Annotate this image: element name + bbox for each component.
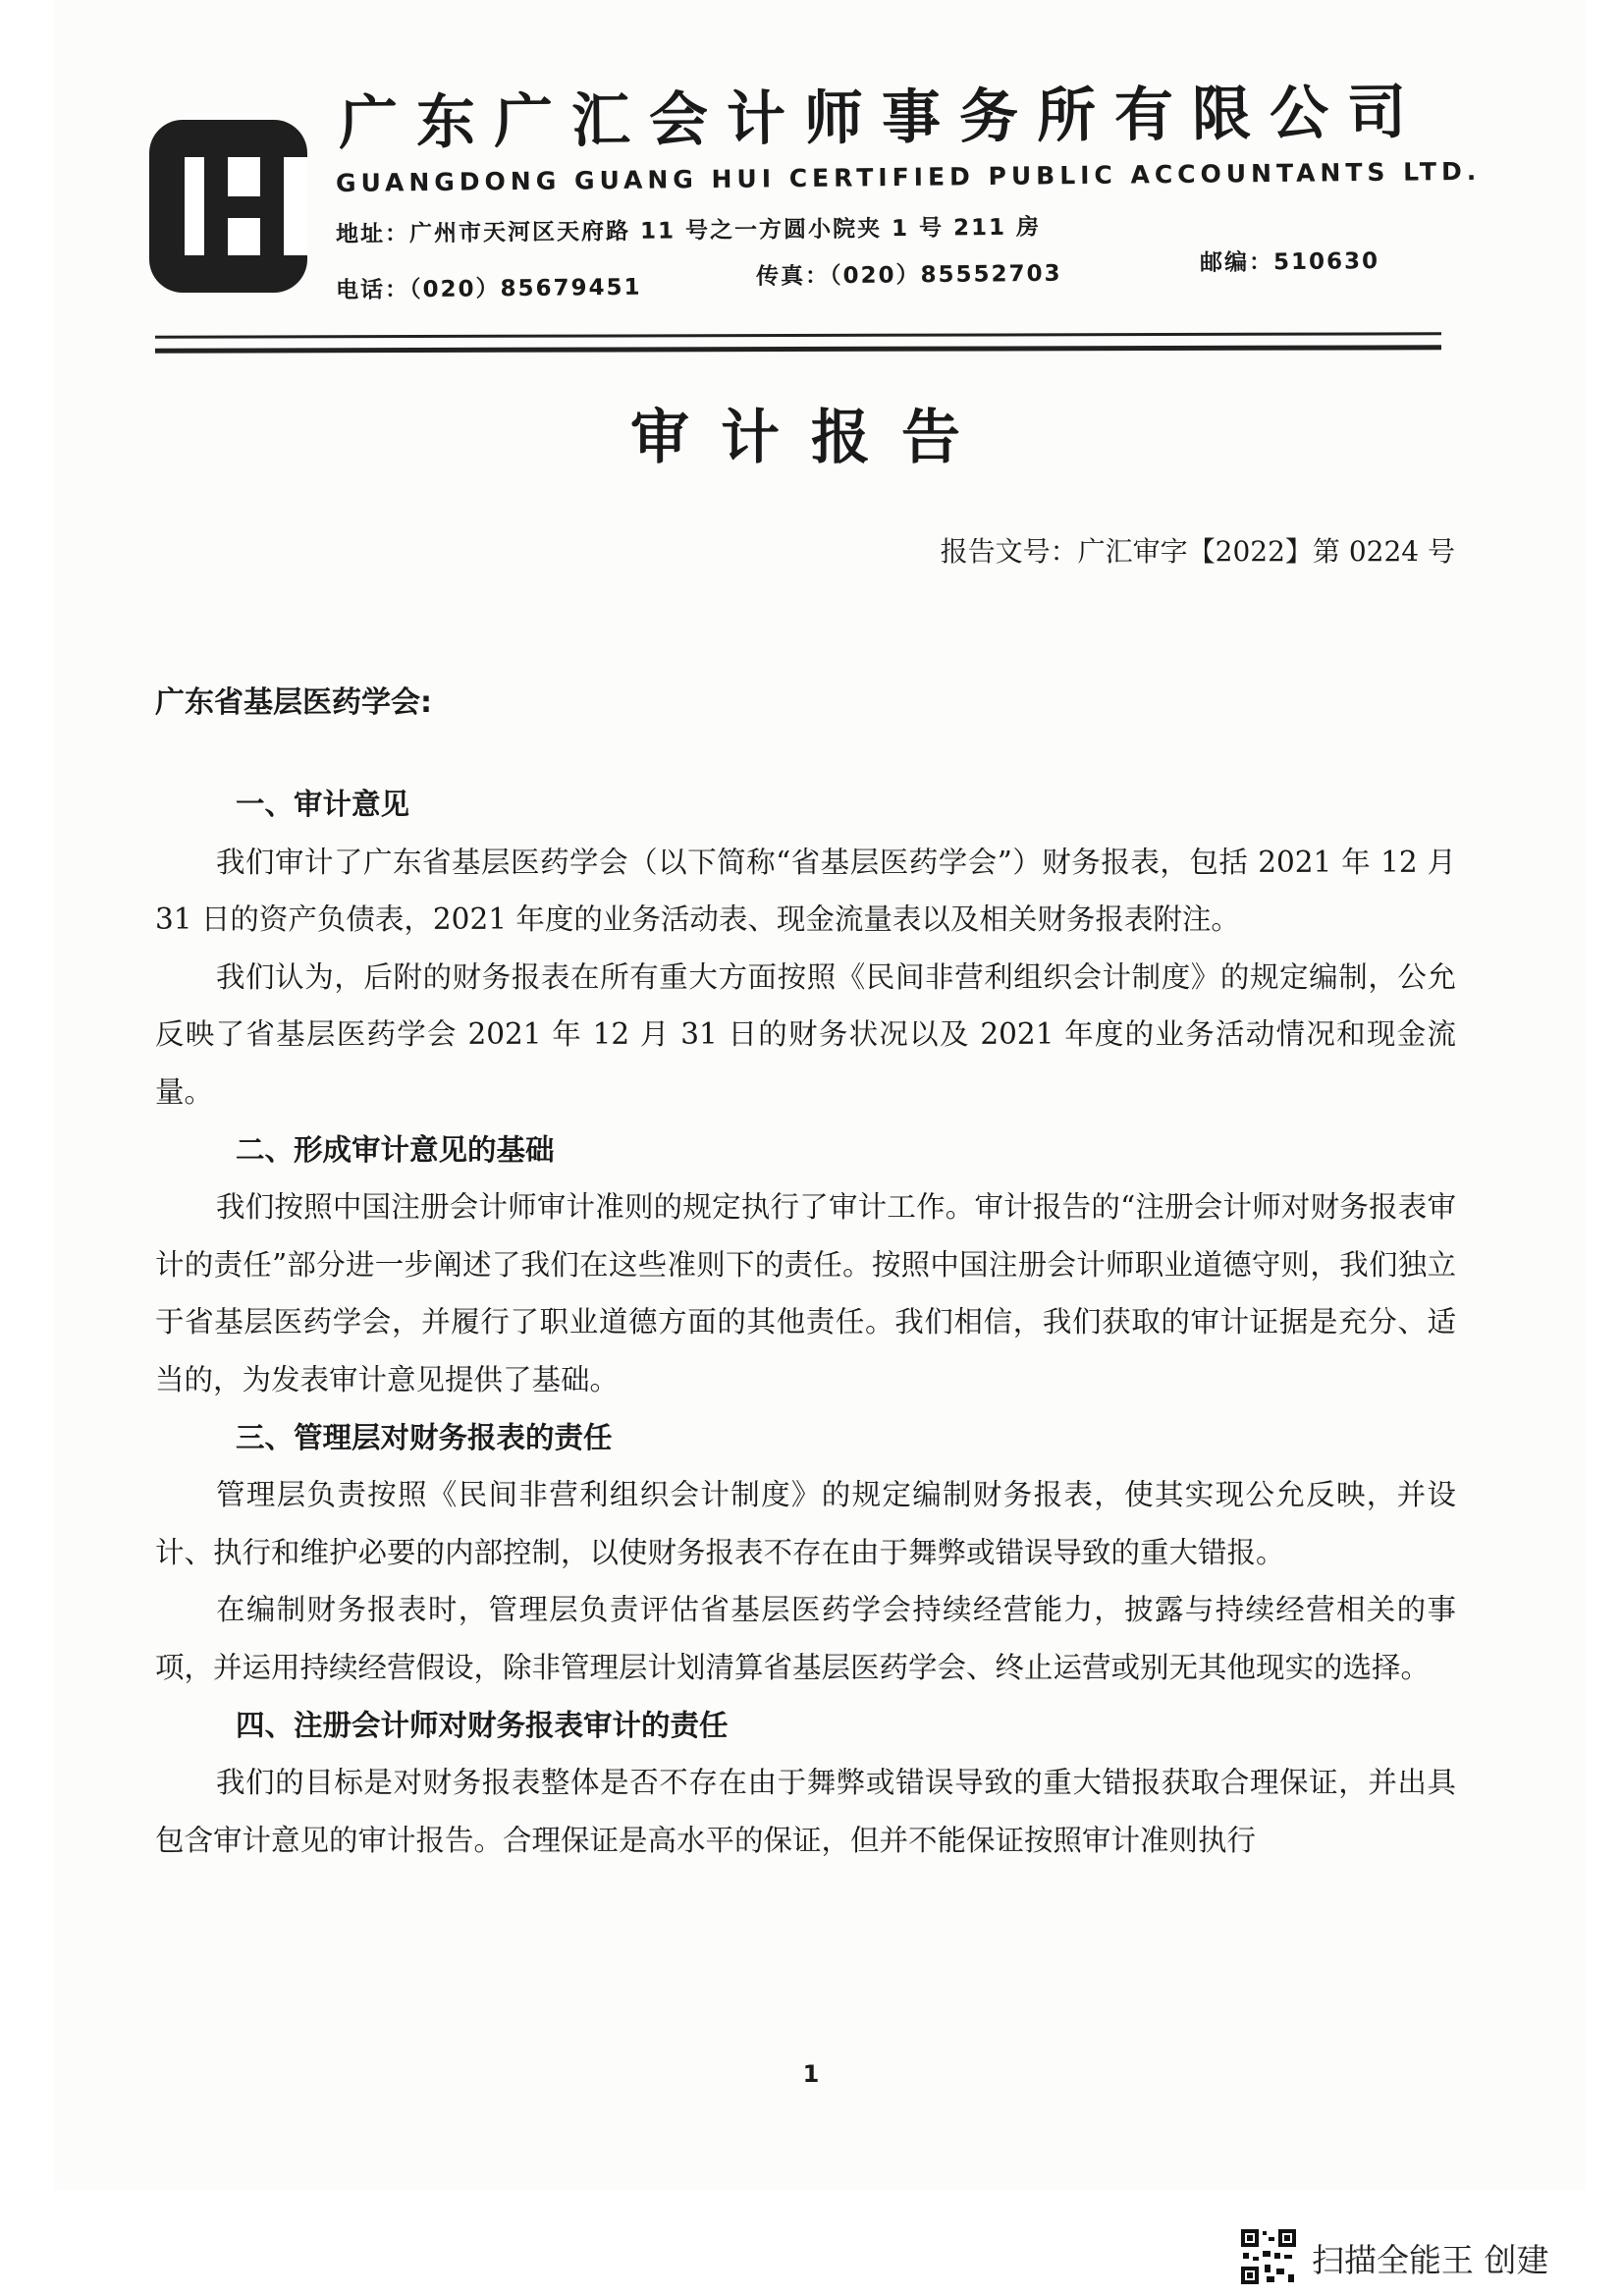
report-body xyxy=(155,776,1456,1869)
report-number: 报告文号：广汇审字【2022】第 0224 号 xyxy=(940,535,1455,568)
section-basis-for-opinion xyxy=(155,1121,1456,1409)
paragraph: 在编制财务报表时，管理层负责评估省基层医药学会持续经营能力，披露与持续经营相关的事项，并运用持续经营假设，除非管理层计划清算省基层医药学会、终止运营或别无其他现实的选择。 xyxy=(155,1593,1456,1684)
company-name-chinese: 广东广汇会计师事务所有限公司 xyxy=(338,78,1426,158)
page-number: 1 xyxy=(802,2060,820,2088)
paragraph: 我们按照中国注册会计师审计准则的规定执行了审计工作。审计报告的“注册会计师对财务报表审计的责任”部分进一步阐述了我们在这些准则下的责任。按照中国注册会计师职业道德守则，我们独立于省基层医药学会，并履行了职业道德方面的其他责任。我们相信，我们获取的审计证据是充分、适当的，为发表审计意见提供了基础。 xyxy=(155,1190,1456,1396)
company-logo xyxy=(147,118,309,295)
company-postcode: 邮编：510630 xyxy=(1199,248,1380,276)
company-name-english: GUANGDONG GUANG HUI CERTIFIED PUBLIC ACCOUNTANTS LTD. xyxy=(335,156,1482,197)
document-title: 审计报告 xyxy=(630,404,992,472)
scanner-watermark: 扫描全能王 创建 xyxy=(1312,2241,1549,2279)
section-heading: 二、形成审计意见的基础 xyxy=(236,1132,555,1167)
section-audit-opinion xyxy=(155,776,1456,1121)
section-management-responsibility xyxy=(155,1409,1456,1697)
qr-code-icon xyxy=(1239,2227,1298,2286)
section-heading: 四、注册会计师对财务报表审计的责任 xyxy=(236,1708,729,1742)
company-address: 地址：广州市天河区天府路 11 号之一方圆小院夹 1 号 211 房 xyxy=(335,214,1042,247)
paragraph: 管理层负责按照《民间非营利组织会计制度》的规定编制财务报表，使其实现公允反映，并设计、执行和维护必要的内部控制，以使财务报表不存在由于舞弊或错误导致的重大错报。 xyxy=(155,1478,1456,1569)
paragraph: 我们认为，后附的财务报表在所有重大方面按照《民间非营利组织会计制度》的规定编制，公允反映了省基层医药学会 2021 年 12 月 31 日的财务状况以及 2021 年度的业务活动情况和现金流量。 xyxy=(155,959,1456,1109)
paragraph: 我们的目标是对财务报表整体是否不存在由于舞弊或错误导致的重大错报获取合理保证，并出具包含审计意见的审计报告。合理保证是高水平的保证，但并不能保证按照审计准则执行 xyxy=(155,1766,1456,1857)
paragraph: 我们审计了广东省基层医药学会（以下简称“省基层医药学会”）财务报表，包括 2021 年 12 月 31 日的资产负债表，2021 年度的业务活动表、现金流量表以及相关财务报表附注。 xyxy=(155,845,1456,937)
section-auditor-responsibility xyxy=(155,1697,1456,1870)
company-telephone: 电话：（020）85679451 xyxy=(335,274,642,303)
section-heading: 一、审计意见 xyxy=(236,788,410,821)
company-fax: 传真：（020）85552703 xyxy=(755,260,1062,290)
addressee: 广东省基层医药学会: xyxy=(155,685,432,720)
section-heading: 三、管理层对财务报表的责任 xyxy=(236,1420,613,1454)
